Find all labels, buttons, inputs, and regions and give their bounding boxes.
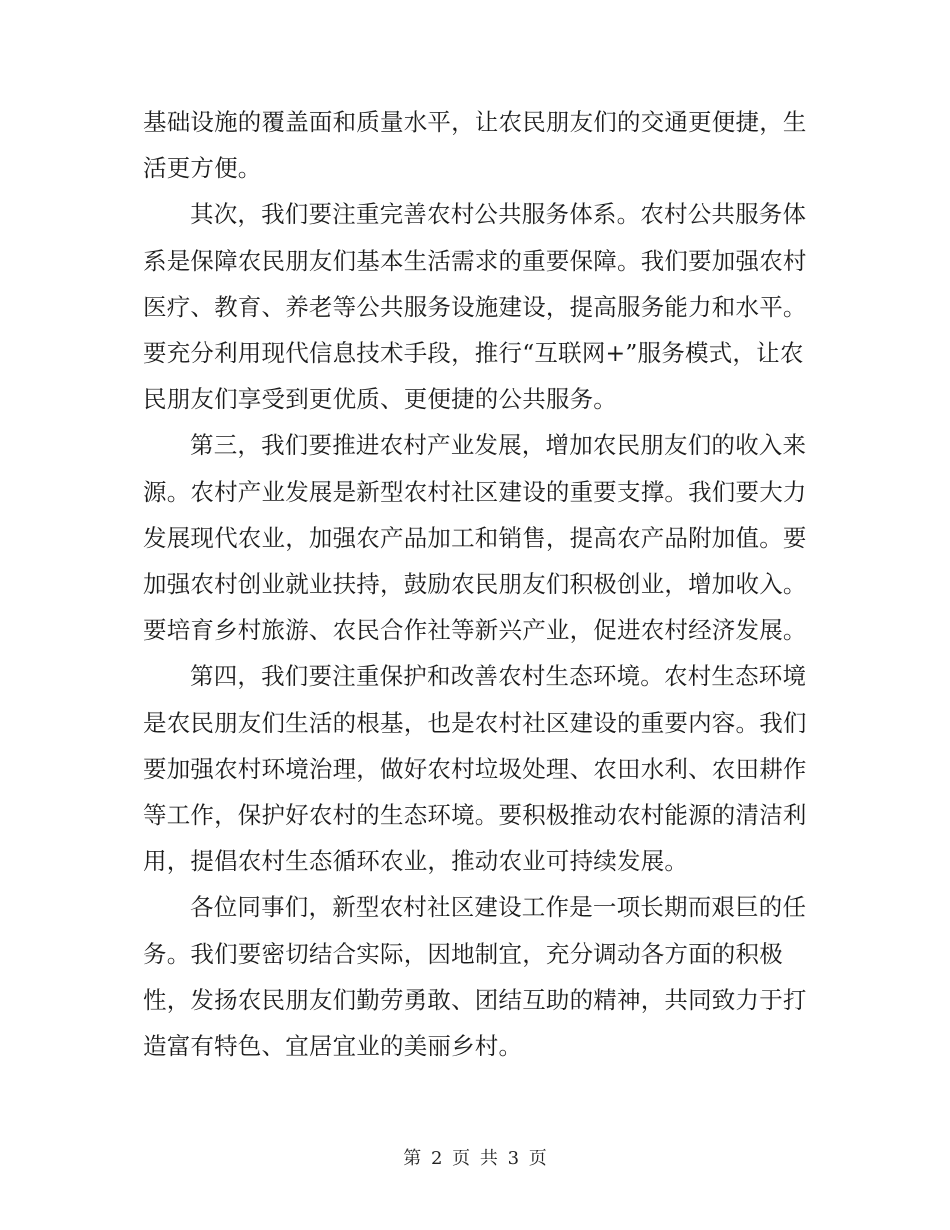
- text-line: 要培育乡村旅游、农民合作社等新兴产业，促进农村经济发展。: [143, 616, 807, 645]
- text-line: 基础设施的覆盖面和质量水平，让农民朋友们的交通更便捷，生: [143, 108, 807, 136]
- text-line: 是农民朋友们生活的根基，也是农村社区建设的重要内容。我们: [143, 708, 807, 737]
- text-line: 性，发扬农民朋友们勤劳勇敢、团结互助的精神，共同致力于打: [143, 985, 807, 1014]
- text-line: 要加强农村环境治理，做好农村垃圾处理、农田水利、农田耕作: [143, 754, 807, 783]
- text-line: 系是保障农民朋友们基本生活需求的重要保障。我们要加强农村: [143, 246, 807, 275]
- text-line: 民朋友们享受到更优质、更便捷的公共服务。: [143, 385, 617, 414]
- paragraph-5: [143, 884, 813, 1069]
- text-line: 源。农村产业发展是新型农村社区建设的重要支撑。我们要大力: [143, 477, 807, 506]
- text-line: 其次，我们要注重完善农村公共服务体系。农村公共服务体: [190, 200, 807, 229]
- text-line: 加强农村创业就业扶持，鼓励农民朋友们积极创业，增加收入。: [143, 570, 807, 599]
- text-line: 发展现代农业，加强农产品加工和销售，提高农产品附加值。要: [143, 523, 807, 552]
- text-line: 务。我们要密切结合实际，因地制宜，充分调动各方面的积极: [143, 939, 783, 968]
- text-line: 各位同事们，新型农村社区建设工作是一项长期而艰巨的任: [190, 893, 807, 922]
- paragraph-1: [143, 99, 813, 191]
- text-line: 第四，我们要注重保护和改善农村生态环境。农村生态环境: [190, 662, 807, 691]
- document-body: [143, 99, 813, 1069]
- text-line: 要充分利用现代信息技术手段，推行“互联网+”服务模式，让农: [143, 339, 804, 368]
- text-line: 活更方便。: [143, 154, 262, 183]
- text-line: 造富有特色、宜居宜业的美丽乡村。: [143, 1032, 523, 1061]
- text-line: 第三，我们要推进农村产业发展，增加农民朋友们的收入来: [190, 431, 807, 460]
- paragraph-4: [143, 653, 813, 884]
- text-line: 医疗、教育、养老等公共服务设施建设，提高服务能力和水平。: [143, 292, 807, 321]
- text-line: 用，提倡农村生态循环农业，推动农业可持续发展。: [143, 847, 689, 876]
- paragraph-3: [143, 422, 813, 653]
- paragraph-2: [143, 191, 813, 422]
- page-number-footer: 第 2 页 共 3 页: [403, 1148, 547, 1169]
- text-line: 等工作，保护好农村的生态环境。要积极推动农村能源的清洁利: [143, 801, 807, 830]
